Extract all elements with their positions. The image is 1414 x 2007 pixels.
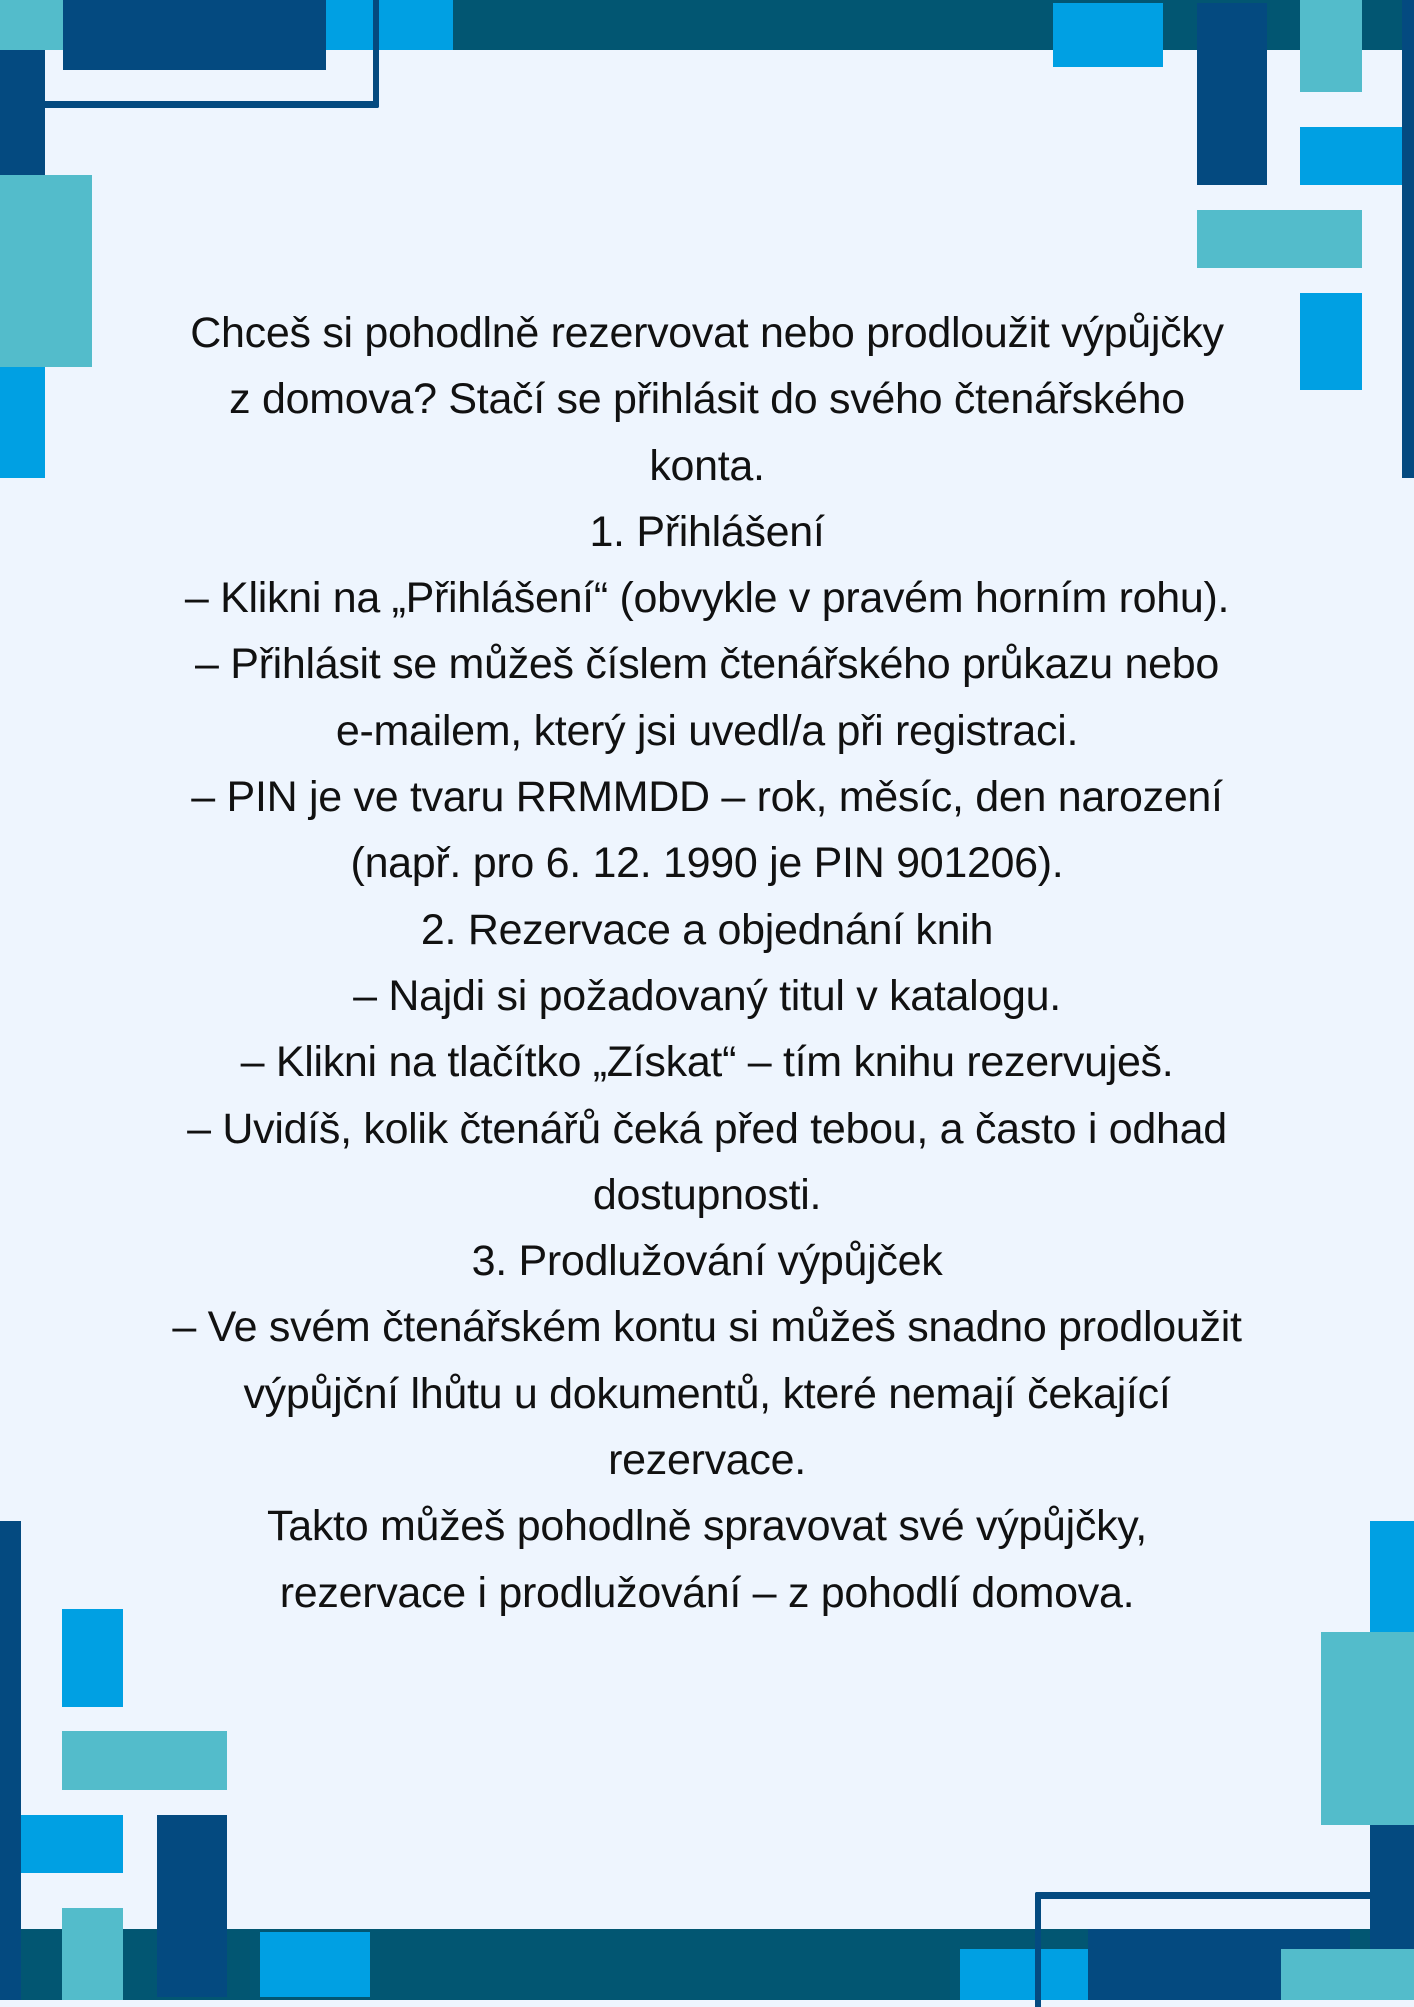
section-line: – Ve svém čtenářském kontu si můžeš snadno prodloužit bbox=[172, 1303, 1242, 1352]
intro-line: z domova? Stačí se přihlásit do svého čtenářského bbox=[229, 375, 1185, 424]
deco-block bbox=[1197, 210, 1362, 268]
section-heading-reservations: 2. Rezervace a objednání knih bbox=[420, 905, 994, 954]
section-heading-login: 1. Přihlášení bbox=[589, 507, 825, 556]
section-line: e-mailem, který jsi uvedl/a při registraci. bbox=[335, 706, 1079, 755]
deco-block bbox=[260, 1932, 370, 1997]
deco-block bbox=[21, 1815, 123, 1873]
section-line: – Uvidíš, kolik čtenářů čeká před tebou, a často i odhad bbox=[187, 1104, 1227, 1153]
deco-block bbox=[1300, 0, 1362, 92]
section-line: – Přihlásit se můžeš číslem čtenářského průkazu nebo bbox=[194, 640, 1220, 689]
section-line: (např. pro 6. 12. 1990 je PIN 901206). bbox=[350, 839, 1064, 888]
closing-line: rezervace i prodlužování – z pohodlí domova. bbox=[279, 1568, 1135, 1617]
section-line: rezervace. bbox=[608, 1436, 806, 1485]
closing-line: Takto můžeš pohodlně spravovat své výpůjčky, bbox=[267, 1502, 1147, 1551]
section-line: – Klikni na tlačítko „Získat“ – tím knihu rezervuješ. bbox=[240, 1038, 1174, 1087]
frame-line-bottom-right bbox=[1035, 1892, 1376, 2007]
deco-block bbox=[1197, 3, 1267, 185]
section-line: dostupnosti. bbox=[592, 1170, 822, 1219]
intro-line: konta. bbox=[649, 441, 765, 490]
section-heading-renewals: 3. Prodlužování výpůjček bbox=[471, 1237, 943, 1286]
deco-block bbox=[0, 50, 45, 175]
instructions-text bbox=[0, 300, 1414, 1626]
section-line: – Klikni na „Přihlášení“ (obvykle v pravém horním rohu). bbox=[184, 574, 1230, 623]
frame-line-top-left bbox=[45, 0, 379, 108]
section-line: – Najdi si požadovaný titul v katalogu. bbox=[353, 971, 1061, 1020]
section-line: – PIN je ve tvaru RRMMDD – rok, měsíc, den narození bbox=[191, 773, 1223, 822]
deco-block bbox=[1321, 1632, 1414, 1825]
intro-line: Chceš si pohodlně rezervovat nebo prodloužit výpůjčky bbox=[190, 309, 1224, 357]
deco-block bbox=[157, 1815, 227, 1997]
deco-block bbox=[1053, 3, 1163, 67]
deco-block bbox=[1300, 127, 1402, 185]
section-line: výpůjční lhůtu u dokumentů, které nemají čekající bbox=[243, 1369, 1171, 1418]
deco-block bbox=[62, 1731, 227, 1790]
deco-block bbox=[62, 1908, 123, 2000]
